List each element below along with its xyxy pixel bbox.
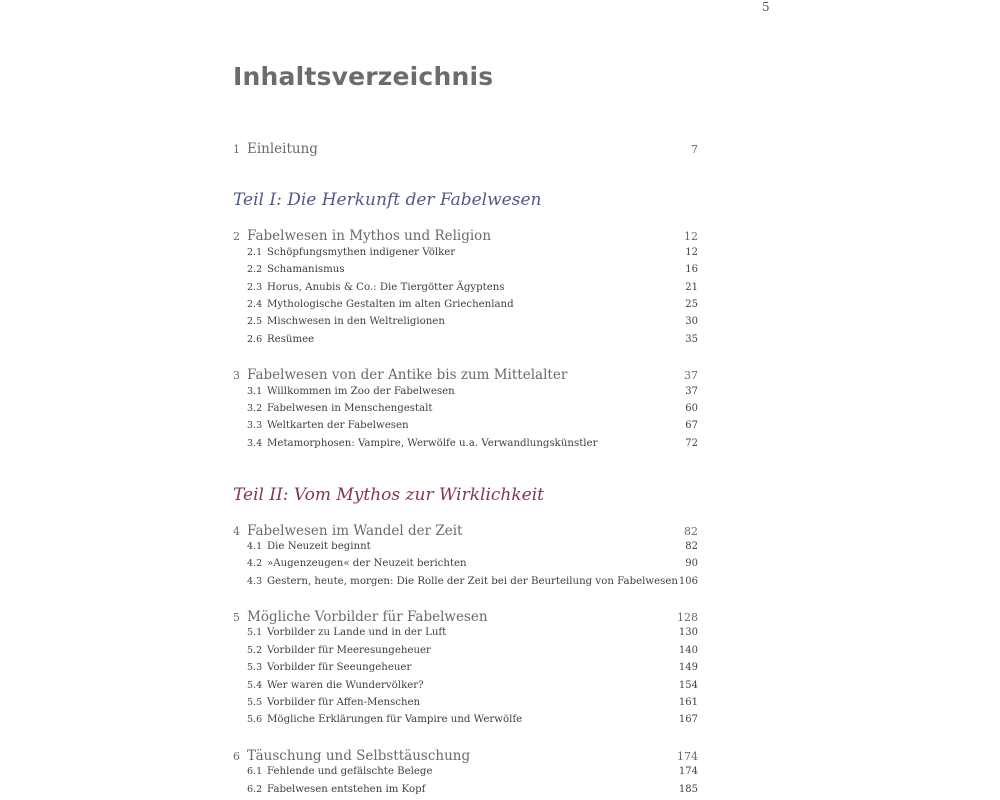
entry-heading <box>233 141 318 157</box>
chapter-entry[interactable] <box>233 367 698 383</box>
entry-title: Mythologische Gestalten im alten Griechenland <box>267 299 514 310</box>
entry-page-number: 185 <box>678 784 698 795</box>
section-entry[interactable] <box>233 541 698 552</box>
entry-title: Wer waren die Wundervölker? <box>267 680 424 691</box>
entry-number: 5 <box>233 611 240 624</box>
section-entry[interactable] <box>233 316 698 327</box>
entry-number: 3.3 <box>247 420 263 431</box>
entry-number: 2.4 <box>247 299 263 310</box>
entry-page-number: 37 <box>684 369 698 382</box>
part-heading: Teil II: Vom Mythos zur Wirklichkeit <box>233 485 544 505</box>
entry-number: 6.1 <box>247 766 263 777</box>
entry-title: Horus, Anubis & Co.: Die Tiergötter Ägyptens <box>267 282 505 293</box>
entry-heading <box>233 316 445 327</box>
entry-title: Täuschung und Selbsttäuschung <box>247 748 471 764</box>
chapter-entry[interactable] <box>233 523 698 539</box>
entry-title: Vorbilder zu Lande und in der Luft <box>267 627 447 638</box>
section-entry[interactable] <box>233 247 698 258</box>
entry-heading <box>233 784 425 795</box>
entry-title: Fabelwesen entstehen im Kopf <box>267 784 426 795</box>
entry-page-number: 25 <box>685 299 698 310</box>
entry-page-number: 72 <box>685 438 698 449</box>
entry-title: Einleitung <box>247 141 318 157</box>
entry-title: Fabelwesen von der Antike bis zum Mittelalter <box>247 367 568 383</box>
section-entry[interactable] <box>233 627 698 638</box>
section-entry[interactable] <box>233 576 698 587</box>
entry-heading <box>233 558 467 569</box>
entry-page-number: 130 <box>678 627 698 638</box>
entry-heading <box>233 282 505 293</box>
entry-number: 3.4 <box>247 438 263 449</box>
entry-number: 2.1 <box>247 247 263 258</box>
entry-heading <box>233 438 597 449</box>
entry-number: 2 <box>233 230 240 243</box>
entry-heading <box>233 576 678 587</box>
section-entry[interactable] <box>233 766 698 777</box>
entry-page-number: 167 <box>678 714 698 725</box>
entry-number: 5.1 <box>247 627 263 638</box>
entry-heading <box>233 264 345 275</box>
page-number: 5 <box>762 0 770 14</box>
entry-page-number: 30 <box>685 316 698 327</box>
entry-page-number: 37 <box>685 386 698 397</box>
entry-number: 5.5 <box>247 697 263 708</box>
entry-page-number: 12 <box>685 247 698 258</box>
entry-title: Vorbilder für Affen-Menschen <box>267 697 421 708</box>
entry-heading <box>233 662 411 673</box>
entry-heading <box>233 334 314 345</box>
entry-title: Fabelwesen in Mythos und Religion <box>247 228 492 244</box>
entry-heading <box>233 420 409 431</box>
entry-title: Mögliche Erklärungen für Vampire und Werwölfe <box>267 714 523 725</box>
section-entry[interactable] <box>233 558 698 569</box>
entry-title: Mischwesen in den Weltreligionen <box>267 316 445 327</box>
entry-number: 3.1 <box>247 386 263 397</box>
entry-heading <box>233 299 514 310</box>
section-entry[interactable] <box>233 334 698 345</box>
section-entry[interactable] <box>233 662 698 673</box>
entry-title: Metamorphosen: Vampire, Werwölfe u.a. Verwandlungskünstler <box>267 438 598 449</box>
entry-title: »Augenzeugen« der Neuzeit berichten <box>267 558 467 569</box>
entry-page-number: 60 <box>685 403 698 414</box>
entry-page-number: 12 <box>684 230 698 243</box>
entry-number: 2.2 <box>247 264 263 275</box>
entry-title: Gestern, heute, morgen: Die Rolle der Zeit bei der Beurteilung von Fabelwesen <box>267 576 678 587</box>
entry-title: Schamanismus <box>267 264 345 275</box>
entry-title: Fabelwesen im Wandel der Zeit <box>247 523 463 539</box>
entry-title: Vorbilder für Seeungeheuer <box>267 662 412 673</box>
entry-title: Schöpfungsmythen indigener Völker <box>267 247 456 258</box>
entry-title: Mögliche Vorbilder für Fabelwesen <box>247 609 488 625</box>
entry-number: 4.3 <box>247 576 263 587</box>
chapter-entry[interactable] <box>233 228 698 244</box>
part-heading: Teil I: Die Herkunft der Fabelwesen <box>233 190 542 210</box>
entry-number: 5.6 <box>247 714 263 725</box>
entry-page-number: 174 <box>677 750 698 763</box>
entry-heading <box>233 367 567 383</box>
entry-heading <box>233 609 488 625</box>
entry-heading <box>233 541 371 552</box>
chapter-entry[interactable] <box>233 609 698 625</box>
entry-heading <box>233 766 432 777</box>
entry-page-number: 16 <box>685 264 698 275</box>
section-entry[interactable] <box>233 264 698 275</box>
entry-number: 1 <box>233 143 240 156</box>
page-title: Inhaltsverzeichnis <box>233 62 494 91</box>
entry-page-number: 161 <box>678 697 698 708</box>
entry-page-number: 106 <box>678 576 698 587</box>
entry-page-number: 82 <box>684 525 698 538</box>
section-entry[interactable] <box>233 784 698 795</box>
entry-title: Die Neuzeit beginnt <box>267 541 371 552</box>
entry-number: 5.4 <box>247 680 263 691</box>
section-entry[interactable] <box>233 714 698 725</box>
entry-number: 6 <box>233 750 240 763</box>
entry-page-number: 82 <box>685 541 698 552</box>
section-entry[interactable] <box>233 697 698 708</box>
section-entry[interactable] <box>233 438 698 449</box>
entry-page-number: 35 <box>685 334 698 345</box>
section-entry[interactable] <box>233 282 698 293</box>
entry-number: 2.6 <box>247 334 263 345</box>
chapter-entry[interactable] <box>233 141 698 157</box>
entry-page-number: 149 <box>678 662 698 673</box>
entry-heading <box>233 627 446 638</box>
entry-title: Fabelwesen in Menschengestalt <box>267 403 433 414</box>
section-entry[interactable] <box>233 386 698 397</box>
section-entry[interactable] <box>233 420 698 431</box>
entry-heading <box>233 228 491 244</box>
entry-title: Weltkarten der Fabelwesen <box>267 420 409 431</box>
entry-number: 3.2 <box>247 403 263 414</box>
entry-number: 2.3 <box>247 282 263 293</box>
entry-heading <box>233 697 420 708</box>
entry-page-number: 90 <box>685 558 698 569</box>
section-entry[interactable] <box>233 299 698 310</box>
entry-heading <box>233 680 424 691</box>
entry-number: 4 <box>233 525 240 538</box>
entry-number: 5.2 <box>247 645 263 656</box>
entry-page-number: 67 <box>685 420 698 431</box>
entry-heading <box>233 523 462 539</box>
entry-page-number: 21 <box>685 282 698 293</box>
entry-title: Fehlende und gefälschte Belege <box>267 766 433 777</box>
entry-number: 4.2 <box>247 558 263 569</box>
entry-heading <box>233 247 455 258</box>
entry-number: 5.3 <box>247 662 263 673</box>
entry-page-number: 128 <box>677 611 698 624</box>
entry-heading <box>233 403 433 414</box>
entry-number: 3 <box>233 369 240 382</box>
entry-heading <box>233 386 455 397</box>
entry-number: 4.1 <box>247 541 263 552</box>
entry-page-number: 154 <box>678 680 698 691</box>
entry-title: Resümee <box>267 334 315 345</box>
entry-heading <box>233 645 431 656</box>
entry-number: 2.5 <box>247 316 263 327</box>
section-entry[interactable] <box>233 645 698 656</box>
entry-title: Vorbilder für Meeresungeheuer <box>267 645 431 656</box>
entry-number: 6.2 <box>247 784 263 795</box>
entry-page-number: 174 <box>678 766 698 777</box>
section-entry[interactable] <box>233 403 698 414</box>
entry-heading <box>233 714 522 725</box>
entry-page-number: 7 <box>691 143 698 156</box>
entry-page-number: 140 <box>678 645 698 656</box>
section-entry[interactable] <box>233 680 698 691</box>
entry-heading <box>233 748 470 764</box>
chapter-entry[interactable] <box>233 748 698 764</box>
entry-title: Willkommen im Zoo der Fabelwesen <box>267 386 455 397</box>
